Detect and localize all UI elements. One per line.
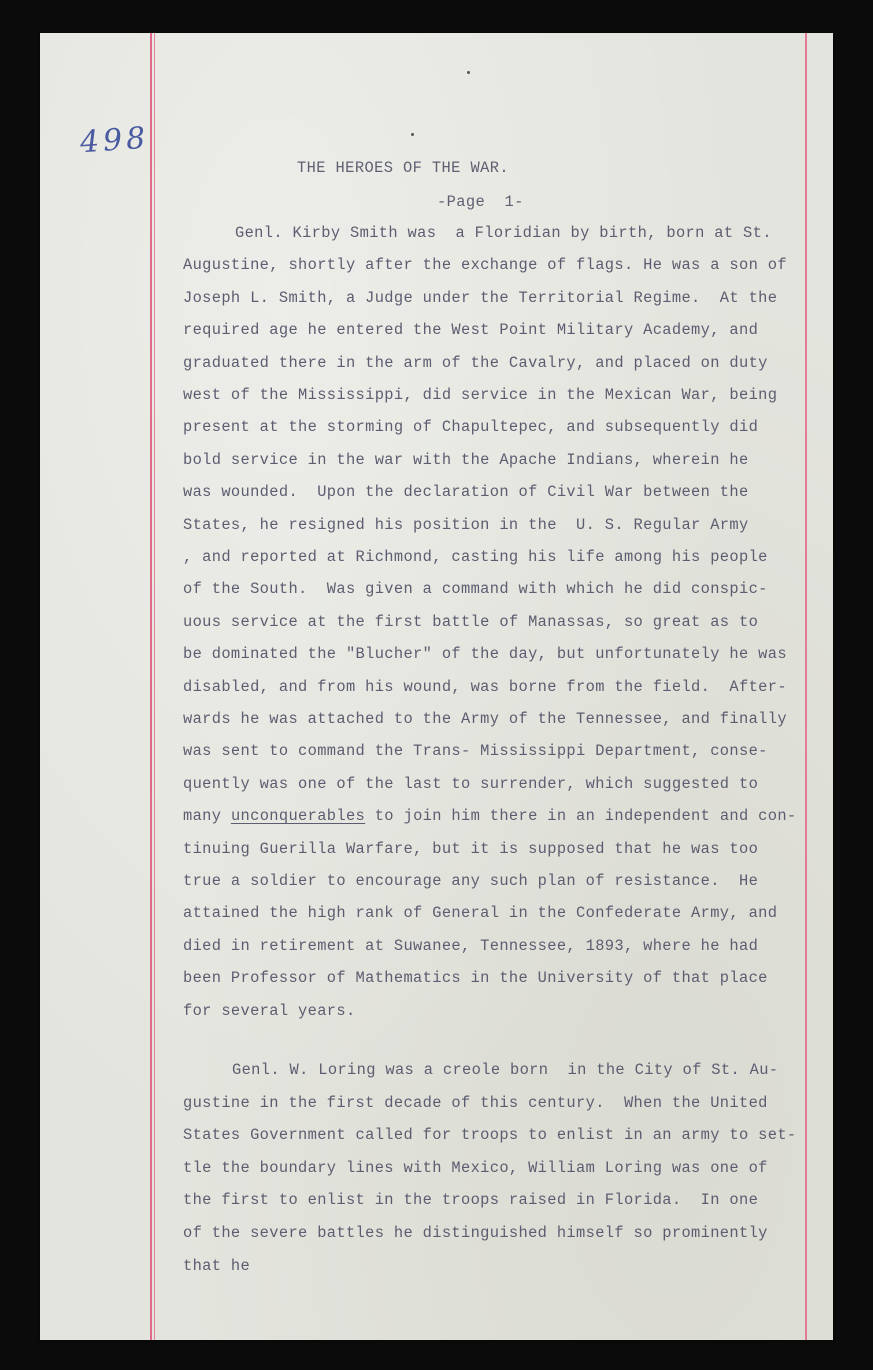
document-title: THE HEROES OF THE WAR. [297,159,509,177]
text-line: uous service at the first battle of Manassas, so great as to [183,612,759,631]
text-line: quently was one of the last to surrender, which suggested to [183,774,759,793]
text-line: west of the Mississippi, did service in the Mexican War, being [183,386,778,404]
text-line: States Government called for troops to enlist in an army to set- [183,1126,797,1145]
text-line: disabled, and from his wound, was borne from the field. After- [183,677,787,696]
text-line: of the South. Was given a command with which he did conspic- [183,580,768,599]
text-line: States, he resigned his position in the U. S. Regular Army [183,515,749,534]
paper-speck [411,133,414,136]
text-line: present at the storming of Chapultepec, and subsequently did [183,418,759,437]
text-line: for several years. [183,1001,356,1020]
text-line: required age he entered the West Point Military Academy, and [183,321,759,340]
text-line: Joseph L. Smith, a Judge under the Territorial Regime. At the [183,288,778,307]
text-line: attained the high rank of General in the Confederate Army, and [183,904,778,923]
text-line: been Professor of Mathematics in the University of that place [183,969,768,988]
text-line: was sent to command the Trans- Mississippi Department, conse- [183,742,768,761]
text-line: tle the boundary lines with Mexico, William Loring was one of [183,1158,768,1177]
text-line: many unconquerables to join him there in an independent and con- [183,807,797,826]
text-line: wards he was attached to the Army of the Tennessee, and finally [183,710,787,728]
text-line: bold service in the war with the Apache Indians, wherein he [183,450,749,469]
left-margin-rule-inner [154,33,155,1340]
text-line: gustine in the first decade of this century. When the United [183,1093,768,1112]
left-margin-rule [150,33,152,1340]
underlined-word: unconquerables [230,807,366,826]
page-label: -Page 1- [437,193,524,211]
text-line: Genl. Kirby Smith was a Floridian by birth, born at St. [235,224,772,242]
text-line: Genl. W. Loring was a creole born in the City of St. Au- [232,1061,779,1079]
text-line: Augustine, shortly after the exchange of flags. He was a son of [183,256,787,275]
text-line: tinuing Guerilla Warfare, but it is supposed that he was too [183,839,759,858]
text-line: , and reported at Richmond, casting his life among his people [183,548,768,566]
text-line: of the severe battles he distinguished himself so prominently [183,1224,768,1242]
right-margin-rule [805,33,807,1340]
text-line: that he [183,1256,251,1275]
paper-speck [467,71,470,74]
text-line: true a soldier to encourage any such plan of resistance. He [183,872,759,890]
paper-sheet [40,33,833,1340]
handwritten-folio-number: 498 [78,120,151,161]
text-line: graduated there in the arm of the Cavalry, and placed on duty [183,353,768,372]
text-line: died in retirement at Suwanee, Tennessee, 1893, where he had [183,936,759,955]
text-line: was wounded. Upon the declaration of Civil War between the [183,483,749,502]
text-line: the first to enlist in the troops raised in Florida. In one [183,1191,759,1210]
text-line: be dominated the "Blucher" of the day, but unfortunately he was [183,645,787,664]
